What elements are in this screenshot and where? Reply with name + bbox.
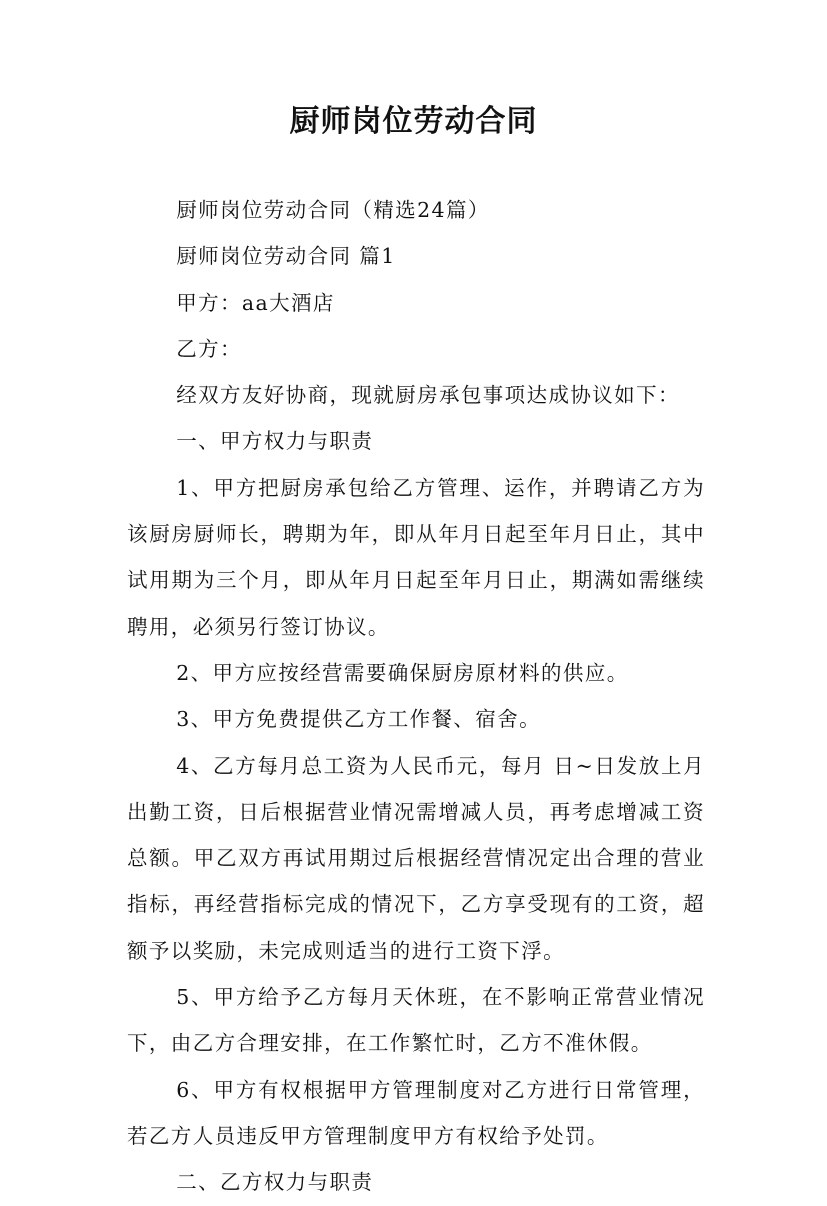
document-title: 厨师岗位劳动合同 <box>289 104 538 139</box>
paragraph-subtitle: 厨师岗位劳动合同（精选24篇） <box>176 198 490 222</box>
document-body <box>127 187 705 1206</box>
paragraph-heading-party-b-duties: 二、乙方权力与职责 <box>176 1170 374 1195</box>
paragraph-clause-6: 6、甲方有权根据甲方管理制度对乙方进行日常管理，若乙方人员违反甲方管理制度甲方有权给予处罚。 <box>127 1077 705 1148</box>
paragraph-party-a: 甲方：aa大酒店 <box>176 290 335 315</box>
paragraph-party-b: 乙方： <box>176 336 242 361</box>
paragraph-clause-1: 1、甲方把厨房承包给乙方管理、运作，并聘请乙方为该厨房厨师长，聘期为年，即从年月日起至年月日止，其中试用期为三个月，即从年月日起至年月日止，期满如需继续聘用，必须另行签订协议。 <box>127 475 705 639</box>
paragraph-clause-3: 3、甲方免费提供乙方工作餐、宿舍。 <box>176 707 542 732</box>
paragraph-clause-4: 4、乙方每月总工资为人民币元，每月 日~日发放上月出勤工资，日后根据营业情况需增减人员，再考虑增减工资总额。甲乙双方再试用期过后根据经营情况定出合理的营业指标，再经营指标完成的情况下，乙方享受现有的工资，超额予以奖励，未完成则适当的进行工资下浮。 <box>127 753 705 963</box>
paragraph-heading-party-a-duties: 一、甲方权力与职责 <box>176 429 374 454</box>
paragraph-preamble: 经双方友好协商，现就厨房承包事项达成协议如下： <box>176 383 680 408</box>
paragraph-clause-2: 2、甲方应按经营需要确保厨房原材料的供应。 <box>176 660 629 685</box>
paragraph-section-heading: 厨师岗位劳动合同 篇1 <box>176 244 396 269</box>
paragraph-clause-5: 5、甲方给予乙方每月天休班，在不影响正常营业情况下，由乙方合理安排，在工作繁忙时，乙方不准休假。 <box>127 985 705 1056</box>
